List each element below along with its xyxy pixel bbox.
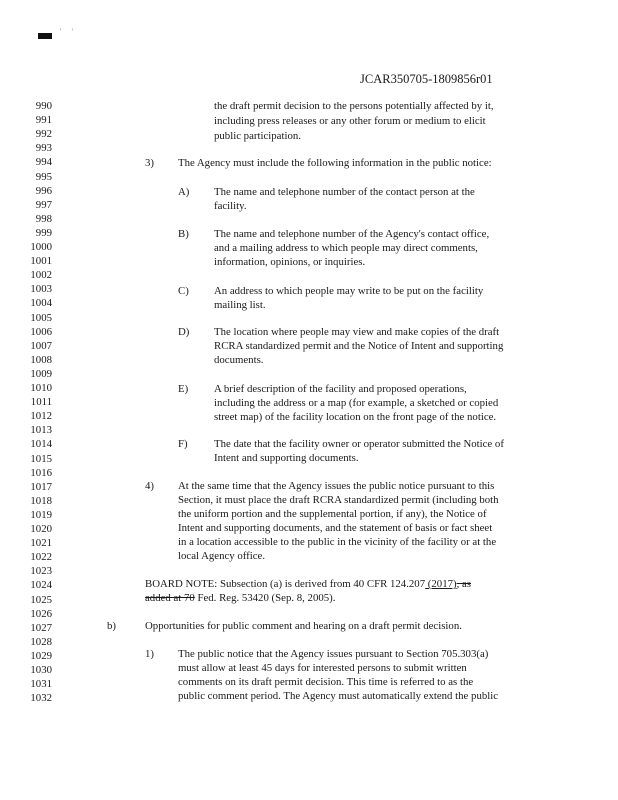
paragraph-line: Section, it must place the draft RCRA standardized permit (including both <box>178 494 499 506</box>
document-id: JCAR350705-1809856r01 <box>360 72 493 86</box>
paragraph-line: comments on its draft permit decision. This time is referred to as the <box>178 676 474 688</box>
line-number: 1002 <box>30 269 52 282</box>
line-number: 1031 <box>30 678 52 691</box>
line-number: 996 <box>35 184 52 197</box>
item-line: documents. <box>214 354 264 366</box>
line-number: 1008 <box>30 353 52 366</box>
paragraph-line: Intent and supporting documents, and the statement of basis or fact sheet <box>178 522 493 534</box>
item-line: The name and telephone number of the Agency's contact office, <box>214 228 490 240</box>
item-label: F) <box>178 438 188 450</box>
item-line: street map) of the facility location on the front page of the notice. <box>214 411 497 423</box>
item-label: E) <box>178 383 189 395</box>
paragraph-number: 3) <box>145 157 154 169</box>
paragraph-line: the uniform portion and the supplemental portion, if any), the Notice of <box>178 508 487 520</box>
subsection-heading: Opportunities for public comment and hearing on a draft permit decision. <box>145 620 462 632</box>
paragraph-line: the draft permit decision to the persons potentially affected by it, <box>214 100 494 112</box>
line-number: 991 <box>35 114 52 127</box>
line-number: 1023 <box>30 565 52 578</box>
scan-mark <box>38 33 52 39</box>
line-number: 993 <box>35 142 52 155</box>
line-number: 1020 <box>30 523 52 535</box>
line-number: 1000 <box>30 241 52 253</box>
line-number: 1026 <box>30 607 52 620</box>
scan-dots: ' ' <box>60 27 77 36</box>
line-number: 1015 <box>30 452 52 465</box>
line-number: 1009 <box>30 367 52 380</box>
paragraph-line: public comment period. The Agency must automatically extend the public <box>178 690 499 702</box>
subsection-label: b) <box>107 620 116 632</box>
board-note-line <box>145 591 335 605</box>
line-number: 1018 <box>30 494 52 507</box>
line-number: 1027 <box>30 621 52 634</box>
item-line: The date that the facility owner or operator submitted the Notice of <box>214 438 504 450</box>
board-note-citation: Fed. Reg. 53420 (Sep. 8, 2005). <box>194 592 336 604</box>
item-line: An address to which people may write to be put on the facility <box>214 285 484 297</box>
paragraph-line: The public notice that the Agency issues pursuant to Section 705.303(a) <box>178 648 489 660</box>
paragraph-line: The Agency must include the following information in the public notice: <box>178 157 492 169</box>
line-number: 1029 <box>30 649 52 662</box>
line-number: 1004 <box>30 297 52 310</box>
line-number: 1013 <box>30 424 52 437</box>
paragraph-number: 1) <box>145 648 154 660</box>
deleted-text: added at 70 <box>145 592 195 604</box>
paragraph-line: At the same time that the Agency issues the public notice pursuant to this <box>178 480 495 492</box>
line-number: 1019 <box>30 508 52 521</box>
item-label: D) <box>178 326 190 338</box>
line-number: 1001 <box>30 255 52 268</box>
line-number: 1030 <box>30 664 52 676</box>
board-note-prefix: BOARD NOTE: Subsection (a) is derived from 40 CFR 124.207 <box>145 578 426 590</box>
line-number: 992 <box>35 128 52 141</box>
paragraph-line: including press releases or any other forum or medium to elicit <box>214 115 486 127</box>
item-line: including the address or a map (for example, a sketched or copied <box>214 397 499 409</box>
paragraph-number: 4) <box>145 480 154 492</box>
line-number: 1007 <box>30 339 52 352</box>
line-number: 1010 <box>30 382 52 394</box>
item-line: RCRA standardized permit and the Notice of Intent and supporting <box>214 340 504 352</box>
item-line: Intent and supporting documents. <box>214 452 359 464</box>
item-line: The name and telephone number of the contact person at the <box>214 186 475 198</box>
inserted-text: (2017) <box>425 578 457 590</box>
line-number: 999 <box>35 226 52 239</box>
line-number: 1024 <box>30 579 52 592</box>
line-number: 1006 <box>30 325 52 338</box>
paragraph-line: local Agency office. <box>178 550 266 562</box>
line-number: 1022 <box>30 551 52 564</box>
board-note-line <box>145 577 471 591</box>
line-number: 1028 <box>30 635 52 648</box>
item-label: B) <box>178 228 189 240</box>
line-number: 1016 <box>30 466 52 479</box>
line-number: 997 <box>35 198 52 211</box>
item-line: mailing list. <box>214 299 266 311</box>
line-number: 990 <box>35 100 52 112</box>
line-number: 1005 <box>30 311 52 324</box>
item-line: The location where people may view and make copies of the draft <box>214 326 500 338</box>
item-line: A brief description of the facility and proposed operations, <box>214 383 467 395</box>
line-number: 1032 <box>30 692 52 705</box>
line-number: 1021 <box>30 537 52 550</box>
line-number: 1025 <box>30 593 52 606</box>
item-label: C) <box>178 285 189 297</box>
item-line: facility. <box>214 200 247 212</box>
paragraph-line: public participation. <box>214 130 301 142</box>
line-number: 1017 <box>30 480 52 493</box>
line-number: 1011 <box>30 396 52 409</box>
line-number: 995 <box>35 170 52 183</box>
paragraph-line: in a location accessible to the public in the vicinity of the facility or at the <box>178 536 497 548</box>
line-number: 1014 <box>30 438 52 451</box>
paragraph-line: must allow at least 45 days for interested persons to submit written <box>178 662 467 674</box>
item-line: and a mailing address to which people may direct comments, <box>214 242 478 254</box>
line-number: 994 <box>35 156 52 169</box>
line-number: 998 <box>35 212 52 225</box>
line-number: 1003 <box>30 283 52 296</box>
item-label: A) <box>178 186 190 198</box>
line-number: 1012 <box>30 410 52 423</box>
item-line: information, opinions, or inquiries. <box>214 256 366 268</box>
deleted-text: , as <box>456 578 471 590</box>
